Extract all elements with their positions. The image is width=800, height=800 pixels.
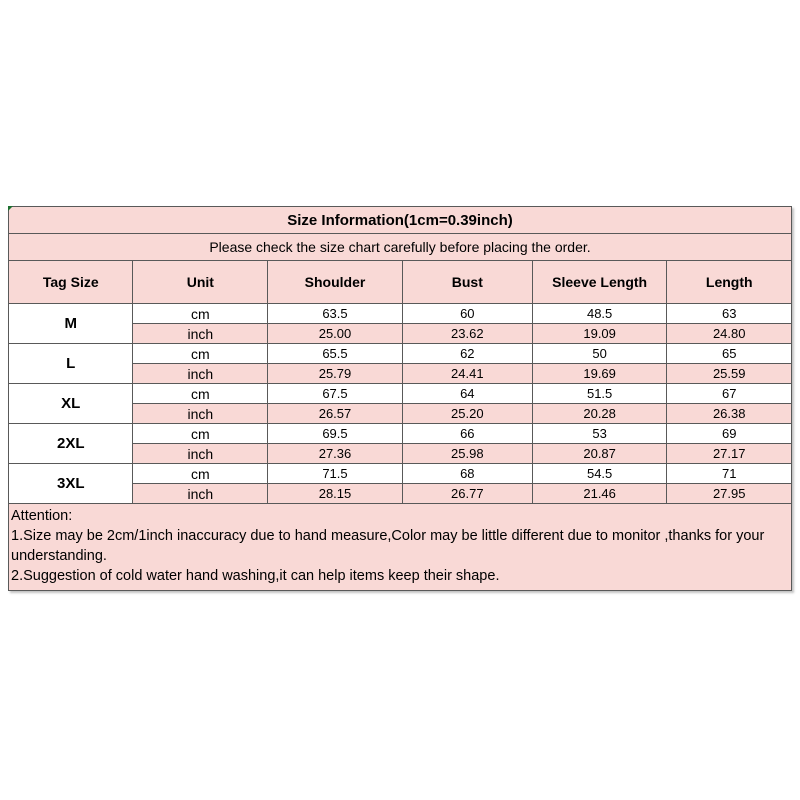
measurement-cell: 63.5	[268, 304, 403, 324]
measurement-cell: 67	[667, 384, 792, 404]
measurement-cell: 23.62	[402, 324, 532, 344]
unit-cell: inch	[133, 364, 268, 384]
unit-cell: cm	[133, 464, 268, 484]
measurement-cell: 68	[402, 464, 532, 484]
size-row-XL-cm	[9, 384, 792, 404]
table-title: Size Information(1cm=0.39inch)	[9, 207, 792, 234]
size-chart-sheet	[8, 206, 792, 591]
unit-cell: cm	[133, 384, 268, 404]
measurement-cell: 25.98	[402, 444, 532, 464]
unit-cell: inch	[133, 444, 268, 464]
measurement-cell: 19.69	[532, 364, 667, 384]
size-row-2XL-cm	[9, 424, 792, 444]
measurement-cell: 26.38	[667, 404, 792, 424]
size-tag-cell: L	[9, 344, 133, 384]
table-title-row	[9, 207, 792, 234]
measurement-cell: 69	[667, 424, 792, 444]
measurement-cell: 65	[667, 344, 792, 364]
measurement-cell: 25.20	[402, 404, 532, 424]
size-table	[8, 206, 792, 504]
measurement-cell: 27.17	[667, 444, 792, 464]
measurement-cell: 54.5	[532, 464, 667, 484]
measurement-cell: 62	[402, 344, 532, 364]
measurement-cell: 21.46	[532, 484, 667, 504]
measurement-cell: 20.28	[532, 404, 667, 424]
measurement-cell: 69.5	[268, 424, 403, 444]
measurement-cell: 71.5	[268, 464, 403, 484]
table-subtitle-row	[9, 234, 792, 261]
measurement-cell: 25.59	[667, 364, 792, 384]
size-table-head	[9, 207, 792, 304]
column-header-shoulder: Shoulder	[268, 261, 403, 304]
measurement-cell: 26.57	[268, 404, 403, 424]
measurement-cell: 60	[402, 304, 532, 324]
column-header-unit: Unit	[133, 261, 268, 304]
measurement-cell: 25.00	[268, 324, 403, 344]
unit-cell: inch	[133, 484, 268, 504]
size-row-L-cm	[9, 344, 792, 364]
size-table-body	[9, 304, 792, 504]
size-tag-cell: 3XL	[9, 464, 133, 504]
attention-line-1: 1.Size may be 2cm/1inch inaccuracy due to hand measure,Color may be little different due to monitor ,thanks for your understanding.	[11, 528, 765, 564]
attention-heading: Attention:	[11, 508, 73, 524]
measurement-cell: 25.79	[268, 364, 403, 384]
table-subtitle: Please check the size chart carefully before placing the order.	[9, 234, 792, 261]
measurement-cell: 19.09	[532, 324, 667, 344]
column-header-bust: Bust	[402, 261, 532, 304]
size-row-M-cm	[9, 304, 792, 324]
size-tag-cell: 2XL	[9, 424, 133, 464]
measurement-cell: 71	[667, 464, 792, 484]
measurement-cell: 50	[532, 344, 667, 364]
measurement-cell: 63	[667, 304, 792, 324]
measurement-cell: 28.15	[268, 484, 403, 504]
size-tag-cell: M	[9, 304, 133, 344]
measurement-cell: 27.95	[667, 484, 792, 504]
measurement-cell: 53	[532, 424, 667, 444]
size-row-3XL-cm	[9, 464, 792, 484]
column-header-length: Length	[667, 261, 792, 304]
table-header-row	[9, 261, 792, 304]
measurement-cell: 65.5	[268, 344, 403, 364]
measurement-cell: 24.41	[402, 364, 532, 384]
unit-cell: cm	[133, 424, 268, 444]
measurement-cell: 48.5	[532, 304, 667, 324]
unit-cell: inch	[133, 404, 268, 424]
measurement-cell: 26.77	[402, 484, 532, 504]
measurement-cell: 67.5	[268, 384, 403, 404]
measurement-cell: 20.87	[532, 444, 667, 464]
column-header-sleeve-length: Sleeve Length	[532, 261, 667, 304]
measurement-cell: 27.36	[268, 444, 403, 464]
measurement-cell: 51.5	[532, 384, 667, 404]
measurement-cell: 24.80	[667, 324, 792, 344]
sheet-corner-marker	[8, 206, 13, 211]
unit-cell: cm	[133, 304, 268, 324]
size-tag-cell: XL	[9, 384, 133, 424]
attention-note	[8, 504, 792, 591]
unit-cell: inch	[133, 324, 268, 344]
attention-line-2: 2.Suggestion of cold water hand washing,it can help items keep their shape.	[11, 568, 500, 584]
measurement-cell: 64	[402, 384, 532, 404]
unit-cell: cm	[133, 344, 268, 364]
column-header-tag-size: Tag Size	[9, 261, 133, 304]
measurement-cell: 66	[402, 424, 532, 444]
